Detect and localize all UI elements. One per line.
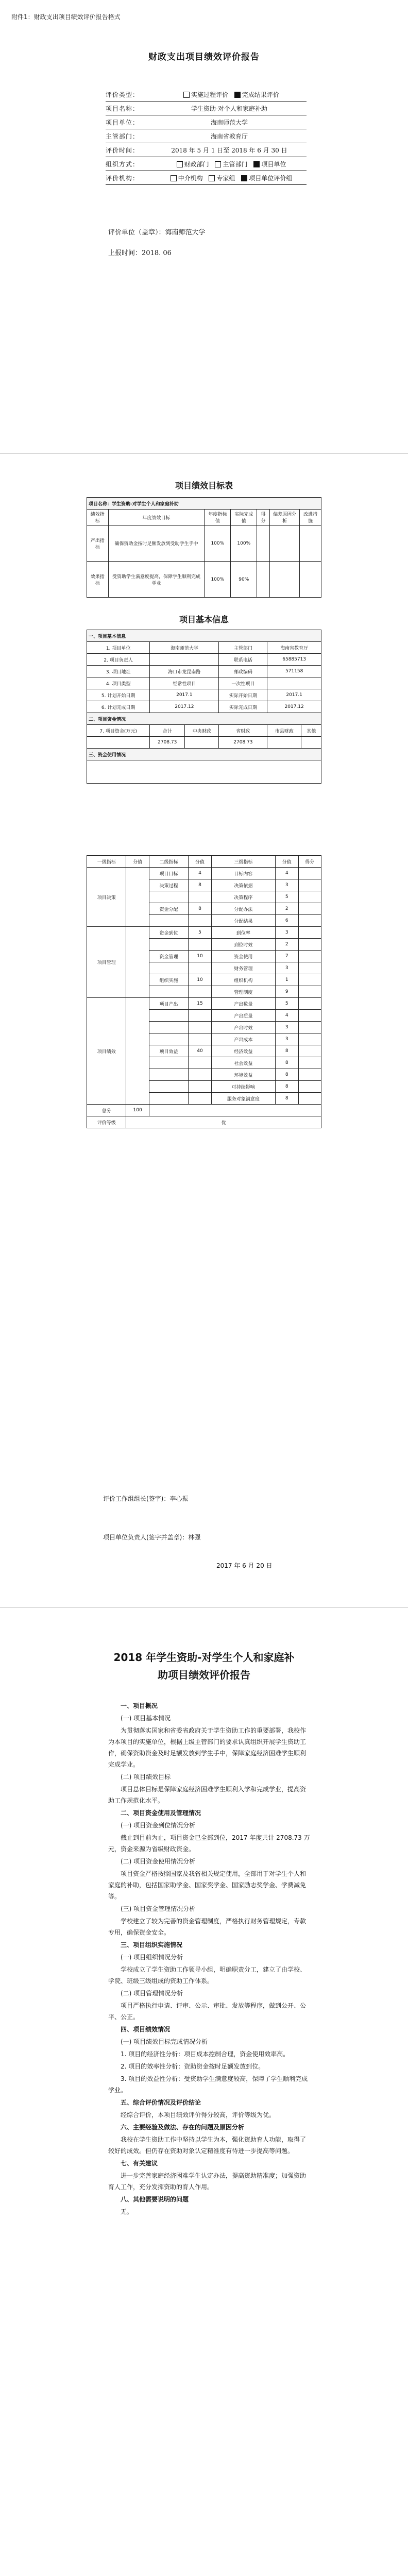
report-paragraph: (一) 项目组织情况分析 (121, 1954, 183, 1961)
score-table (87, 855, 321, 1128)
period-row: 评价时间： 2018 年 5 月 1 日至 2018 年 6 月 30 日 (106, 143, 307, 157)
cover-info-box (106, 88, 307, 185)
table-row: 4. 项目类型 经常性项目 一次性项目 (87, 677, 321, 689)
report-paragraph: 3. 项目的效益性分析：受资助学生满意度较高，保障了学生顺利完成学业。 (108, 2075, 308, 2094)
report-paragraph: (二) 项目绩效目标 (121, 1773, 171, 1781)
table-row: 2. 项目负责人 联系电话 65885713 (87, 654, 321, 666)
report-heading: 八、其他需要说明的问题 (121, 2196, 189, 2203)
table-row: 产出指标 确保资助金按时足额发放到受助学生手中 100% 100% (87, 526, 321, 562)
goal-table: 项目名称：学生资助-对学生个人和家庭补助 绩效指标 年度绩效目标 年度指标值 实际完成值 得分 偏差原因分析 改进措施 产出指标 确保资助金按时足额发放到受助学生手中 100% 100% 效果指标 受资助学生满意度提高，保障学生顺利完成学业 100% 90% (87, 497, 321, 598)
checkbox-icon[interactable] (215, 161, 221, 167)
report-paragraph: (一) 项目基本情况 (121, 1715, 171, 1722)
report-paragraph: 项目严格执行申请、评审、公示、审批、发放等程序，做到公开、公平、公正。 (108, 2002, 307, 2021)
report-paragraph: 截止到目前为止，项目资金已全部到位，2017 年度共计 2708.73 万元，资金来源为省级财政资金。 (108, 1834, 310, 1853)
table-row: 产出质量 4 (87, 1010, 321, 1022)
table-row: 6. 计划完成日期 2017.12 实际完成日期 2017.12 (87, 701, 321, 713)
authority-row: 主管部门： 海南省教育厅 (106, 129, 307, 143)
project-name-row: 项目名称： 学生资助-对个人和家庭补助 (106, 101, 307, 115)
report-paragraph: 无。 (121, 2208, 133, 2215)
page-divider (0, 1607, 408, 1608)
report-paragraph: 我校在学生资助工作中坚持以学生为本，强化资助育人功能，取得了较好的成效。但仍存在资助对象认定精准度有待进一步提高等问题。 (108, 2136, 307, 2155)
report-paragraph: 1. 项目的经济性分析：项目成本控制合理，资金使用效率高。 (121, 2050, 290, 2058)
sign-unit: 评价单位（盖章）：海南师范大学 (108, 229, 206, 236)
table-row: 可持续影响 8 (87, 1081, 321, 1093)
table-row: 5. 计划开始日期 2017.1 实际开始日期 2017.1 (87, 689, 321, 701)
signoff-unit-head: 项目单位负责人(签字并盖章)：林强 (103, 1534, 201, 1541)
table-row: 财务管理 3 (87, 962, 321, 974)
report-paragraph: (一) 项目绩效目标完成情况分析 (121, 2038, 208, 2045)
checkbox-icon[interactable] (177, 161, 183, 167)
table-row: 社会效益 8 (87, 1057, 321, 1069)
table-row: 决策程序 5 (87, 891, 321, 903)
table-row: 项目决策 项目目标 4 目标内容 4 (87, 868, 321, 879)
checkbox-checked-icon[interactable] (253, 161, 260, 167)
table-row: 环境效益 8 (87, 1069, 321, 1081)
sign-date: 上报时间：2018. 06 (108, 249, 172, 257)
table-row: 项目效益 40 经济效益 8 (87, 1045, 321, 1057)
checkbox-icon[interactable] (209, 175, 215, 181)
report-title: 2018 年学生资助-对学生个人和家庭补 助项目绩效评价报告 (113, 1651, 295, 1681)
checkbox-icon[interactable] (183, 92, 190, 98)
page-divider (0, 453, 408, 454)
table-row: 7. 项目资金(万元) 合计 中央财政 省财政 市县财政 其他 (87, 725, 321, 737)
basic-table-title: 项目基本信息 (179, 615, 229, 624)
score-total-row: 总分 100 (87, 1105, 321, 1116)
table-row: 管理制度 9 (87, 986, 321, 998)
report-paragraph: (二) 项目管理情况分析 (121, 1990, 183, 1997)
checkbox-icon[interactable] (171, 175, 177, 181)
project-unit-row: 项目单位： 海南师范大学 (106, 115, 307, 129)
report-heading: 六、主要经验及做法、存在的问题及原因分析 (121, 2124, 245, 2131)
table-row: 决策过程 8 决策依据 3 (87, 879, 321, 891)
signoff-date: 2017 年 6 月 20 日 (216, 1562, 273, 1569)
table-row: 资金分配 8 分配办法 2 (87, 903, 321, 915)
table-row: 1. 项目单位 海南师范大学 主管部门 海南省教育厅 (87, 642, 321, 654)
report-heading: 五、综合评价情况及评价结论 (121, 2099, 201, 2106)
report-paragraph: (三) 项目资金管理情况分析 (121, 1905, 196, 1912)
cover-title: 财政支出项目绩效评价报告 (148, 52, 260, 62)
report-paragraph: 项目资金严格按照国家及我省相关规定使用，全部用于对学生个人和家庭的补助，包括国家助学金、国家奖学金、国家励志奖学金、学费减免等。 (108, 1870, 307, 1900)
table-row: 3. 项目地址 海口市龙昆南路 邮政编码 571158 (87, 666, 321, 677)
org-form-row: 组织方式： 财政部门 主管部门 项目单位 (106, 157, 307, 171)
attachment-note: 附件1：财政支出项目绩效评价报告格式 (11, 13, 121, 21)
table-row: 产出成本 3 (87, 1033, 321, 1045)
table-row: 组织实施 10 组织机构 1 (87, 974, 321, 986)
table-row: 产出时效 3 (87, 1022, 321, 1033)
report-heading: 一、项目概况 (121, 1702, 158, 1709)
report-paragraph: 项目总体目标是保障家庭经济困难学生顺利入学和完成学业，提高资助工作规范化水平。 (108, 1786, 307, 1804)
table-row: 到位时效 2 (87, 939, 321, 951)
report-paragraph: 经综合评价，本项目绩效评价得分较高，评价等级为优。 (121, 2111, 276, 2119)
table-row: 服务对象满意度 8 (87, 1093, 321, 1105)
report-heading: 七、有关建议 (121, 2160, 158, 2167)
eval-type-row: 评价类型： 实施过程评价 完成结果评价 (106, 88, 307, 101)
table-row: 项目管理 资金到位 5 到位率 3 (87, 927, 321, 939)
score-grade-row: 评价等级 优 (87, 1116, 321, 1128)
project-name: 学生资助-对个人和家庭补助 (191, 105, 268, 112)
table-row: 效果指标 受资助学生满意度提高，保障学生顺利完成学业 100% 90% (87, 562, 321, 598)
org-row: 评价机构： 中介机构 专家组 项目单位评价组 (106, 171, 307, 185)
checkbox-checked-icon[interactable] (241, 175, 247, 181)
report-paragraph: 学校建立了较为完善的资金管理制度，严格执行财务管理规定，专款专用，确保资金安全。 (108, 1918, 307, 1936)
goal-table-title: 项目绩效目标表 (175, 481, 233, 490)
report-heading: 三、项目组织实施情况 (121, 1941, 183, 1948)
score-table-header: 一级指标 分值 二级指标 分值 三级指标 分值 得分 (87, 856, 321, 868)
report-paragraph: 学校成立了学生资助工作领导小组，明确职责分工，建立了由学校、学院、班级三级组成的资助工作体系。 (108, 1966, 307, 1985)
report-paragraph: 为贯彻落实国家和省委省政府关于学生资助工作的重要部署，我校作为本项目的实施单位，根据上级主管部门的要求认真组织开展学生资助工作，确保资助资金及时足额发放到学生手中，保障家庭经济困难学生顺利完成学业。 (108, 1727, 307, 1768)
report-body (108, 1700, 312, 2218)
report-paragraph: (一) 项目资金到位情况分析 (121, 1822, 196, 1829)
report-heading: 四、项目绩效情况 (121, 2026, 171, 2033)
basic-info-table: 一、项目基本信息 1. 项目单位 海南师范大学 主管部门 海南省教育厅 2. 项目负责人 联系电话 65885713 3. 项目地址 海口市龙昆南路 邮政编码 571158 4. 项目类型 经常性项目 一次性项目 5. 计划开始日期 2017.1 实际开始日期 2017.1 6. 计划完成日期 2017.12 实际完成日期 2017.12 二、项目资金情况 7. 项目资金(万元) 合计 中央财政 省财政 市县财政 其他 2708.73 2708.73 三、资金使用情况 (87, 630, 321, 784)
report-paragraph: 2. 项目的效率性分析：资助资金按时足额发放到位。 (121, 2063, 265, 2070)
table-row: 2708.73 2708.73 (87, 737, 321, 749)
report-heading: 二、项目资金使用及管理情况 (121, 1809, 201, 1817)
goal-table-header: 绩效指标 年度绩效目标 年度指标值 实际完成值 得分 偏差原因分析 改进措施 (87, 510, 321, 526)
signoff-leader: 评价工作组组长(签字)：李心振 (103, 1495, 189, 1502)
report-paragraph: (二) 项目资金使用情况分析 (121, 1858, 196, 1865)
table-row: 资金管理 10 资金使用 7 (87, 951, 321, 962)
table-row: 项目绩效 项目产出 15 产出数量 5 (87, 998, 321, 1010)
checkbox-checked-icon[interactable] (234, 92, 241, 98)
table-row: 分配结果 6 (87, 915, 321, 927)
report-paragraph: 进一步完善家庭经济困难学生认定办法，提高资助精准度；加强资助育人工作，充分发挥资助的育人作用。 (108, 2172, 307, 2191)
